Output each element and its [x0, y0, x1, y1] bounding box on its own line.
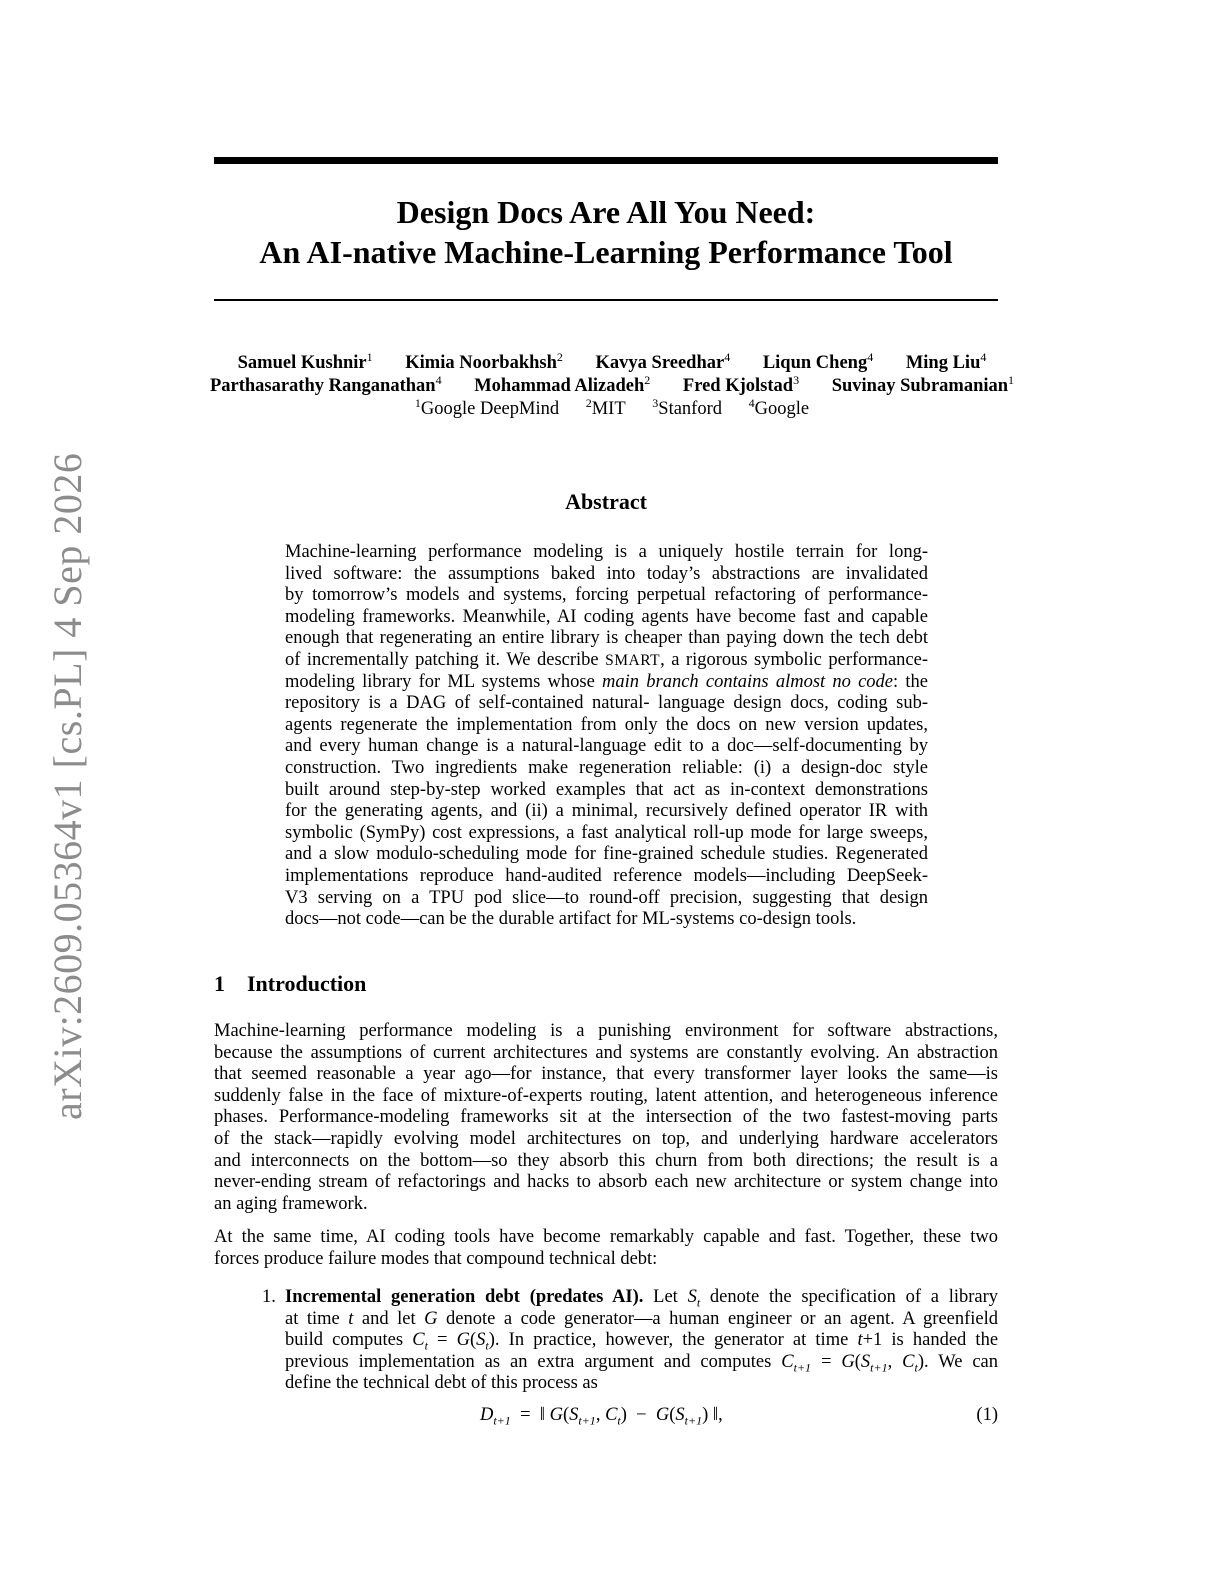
paper-title: [214, 192, 998, 272]
affiliation: $^3$Stanford: [652, 396, 722, 419]
body-line: and interconnects on the bottom—so they absorb this churn from both directions; the result is a: [214, 1150, 998, 1171]
abstract-line: and every human change is a natural-language edit to a doc—self-documenting by: [285, 736, 928, 757]
abstract-body: [285, 542, 928, 931]
abstract-line: for the generating agents, and (ii) a minimal, recursively defined operator IR with: [285, 801, 928, 822]
affiliation: $^1$Google DeepMind: [414, 396, 560, 419]
title-line-2: An AI-native Machine-Learning Performance Tool: [259, 234, 953, 270]
abstract-line: implementations reproduce hand-audited reference models—including DeepSeek-: [285, 865, 928, 886]
abstract-line: modeling frameworks. Meanwhile, AI coding agents have become fast and capable: [285, 606, 928, 627]
author: Ming Liu$^4$: [905, 350, 987, 373]
author: Liqun Cheng$^4$: [762, 350, 874, 373]
abstract-line: construction. Two ingredients make regeneration reliable: (i) a design-doc style: [285, 757, 928, 778]
author: Parthasarathy Ranganathan$^4$: [209, 373, 442, 396]
author-block: [170, 352, 1054, 421]
body-line: phases. Performance-modeling frameworks sit at the intersection of the two fastest-moving parts: [214, 1107, 998, 1128]
abstract-heading: Abstract: [565, 489, 647, 514]
list-line: define the technical debt of this process as: [285, 1373, 598, 1394]
abstract-line: modeling library for ML systems whose main branch contains almost no code: the: [285, 671, 928, 692]
intro-paragraph-2: [214, 1227, 998, 1270]
list-item: [285, 1287, 998, 1395]
equation-number: (1): [976, 1405, 998, 1425]
list-marker: 1.: [262, 1287, 276, 1307]
author: Kimia Noorbakhsh$^2$: [405, 350, 563, 373]
equation-1: [214, 1405, 998, 1429]
title-top-rule: [214, 157, 998, 164]
title-bottom-rule: [214, 299, 998, 301]
intro-paragraph-1: [214, 1021, 998, 1215]
body-line: never-ending stream of refactorings and hacks to absorb each new architecture or system change into: [214, 1172, 998, 1193]
item-heading: Incremental generation debt (predates AI).: [285, 1287, 644, 1307]
emphasis: main branch contains almost no code: [602, 671, 894, 692]
equation-body: $D_{t+1}$ = ‖ $G(S_{t+1}$, $C_t) - G(S_{t+1})$ ‖,: [480, 1405, 723, 1428]
list-line: Incremental generation debt (predates AI). Let $S_t$ denote the specification of a library: [285, 1287, 999, 1310]
author: Mohammad Alizadeh$^2$: [474, 373, 651, 396]
arxiv-identifier: arXiv:2609.05364v1 [cs.PL] 4 Sep 2026: [45, 452, 90, 1120]
abstract-line: agents regenerate the implementation from only the docs on new version updates,: [285, 714, 928, 735]
body-line: because the assumptions of current architectures and systems are constantly evolving. An abstraction: [214, 1042, 998, 1063]
abstract-line: of incrementally patching it. We describe SMART, a rigorous symbolic performance-: [285, 649, 928, 670]
author: Suvinay Subramanian$^1$: [831, 373, 1015, 396]
affiliation: $^2$MIT: [585, 396, 626, 419]
smart-name: SMART: [605, 651, 661, 669]
abstract-line: V3 serving on a TPU pod slice—to round-off precision, suggesting that design: [285, 887, 928, 908]
abstract-line: Machine-learning performance modeling is a uniquely hostile terrain for long-: [285, 542, 928, 562]
section-heading: [214, 971, 366, 997]
body-line: that seemed reasonable a year ago—for instance, that every transformer layer looks the same—is: [214, 1064, 998, 1085]
abstract-line: lived software: the assumptions baked into today’s abstractions are invalidated: [285, 563, 928, 584]
affiliation-row: [170, 398, 1054, 421]
abstract-line: docs—not code—can be the durable artifact for ML-systems co-design tools.: [285, 909, 857, 930]
body-line: of the stack—rapidly evolving model architectures on top, and underlying hardware accelerators: [214, 1128, 998, 1149]
author-row-1: [170, 352, 1054, 375]
section-title: Introduction: [247, 971, 367, 996]
abstract-line: and a slow modulo-scheduling mode for fine-grained schedule studies. Regenerated: [285, 844, 928, 865]
body-line: suddenly false in the face of mixture-of-experts routing, latent attention, and heterogeneous inference: [214, 1085, 998, 1106]
body-line: forces produce failure modes that compound technical debt:: [214, 1248, 658, 1269]
body-line: an aging framework.: [214, 1193, 368, 1214]
list-line: at time t and let G denote a code generator—a human engineer or an agent. A greenfield: [285, 1308, 999, 1329]
body-line: Machine-learning performance modeling is a punishing environment for software abstractions,: [214, 1021, 998, 1041]
author: Fred Kjolstad$^3$: [682, 373, 800, 396]
abstract-line: symbolic (SymPy) cost expressions, a fast analytical roll-up mode for large sweeps,: [285, 822, 928, 843]
author-row-2: [170, 375, 1054, 398]
abstract-line: built around step-by-step worked examples that act as in-context demonstrations: [285, 779, 928, 800]
list-line: build computes $C_t = G(S_t)$. In practice, however, the generator at time t+1 is handed the: [285, 1330, 999, 1353]
affiliation: $^4$Google: [748, 396, 810, 419]
abstract-line: by tomorrow’s models and systems, forcing perpetual refactoring of performance-: [285, 585, 928, 606]
author: Samuel Kushnir$^1$: [237, 350, 373, 373]
title-line-1: Design Docs Are All You Need:: [396, 194, 816, 230]
list-line: previous implementation as an extra argument and computes $C_{t+1} = G(S_{t+1}$, $C_t$). We can: [285, 1351, 999, 1375]
abstract-line: enough that regenerating an entire library is cheaper than paying down the tech debt: [285, 628, 928, 649]
section-number: 1: [214, 971, 225, 996]
abstract-line: repository is a DAG of self-contained natural- language design docs, coding sub-: [285, 693, 928, 714]
author: Kavya Sreedhar$^4$: [595, 350, 731, 373]
body-line: At the same time, AI coding tools have become remarkably capable and fast. Together, these two: [214, 1227, 998, 1247]
